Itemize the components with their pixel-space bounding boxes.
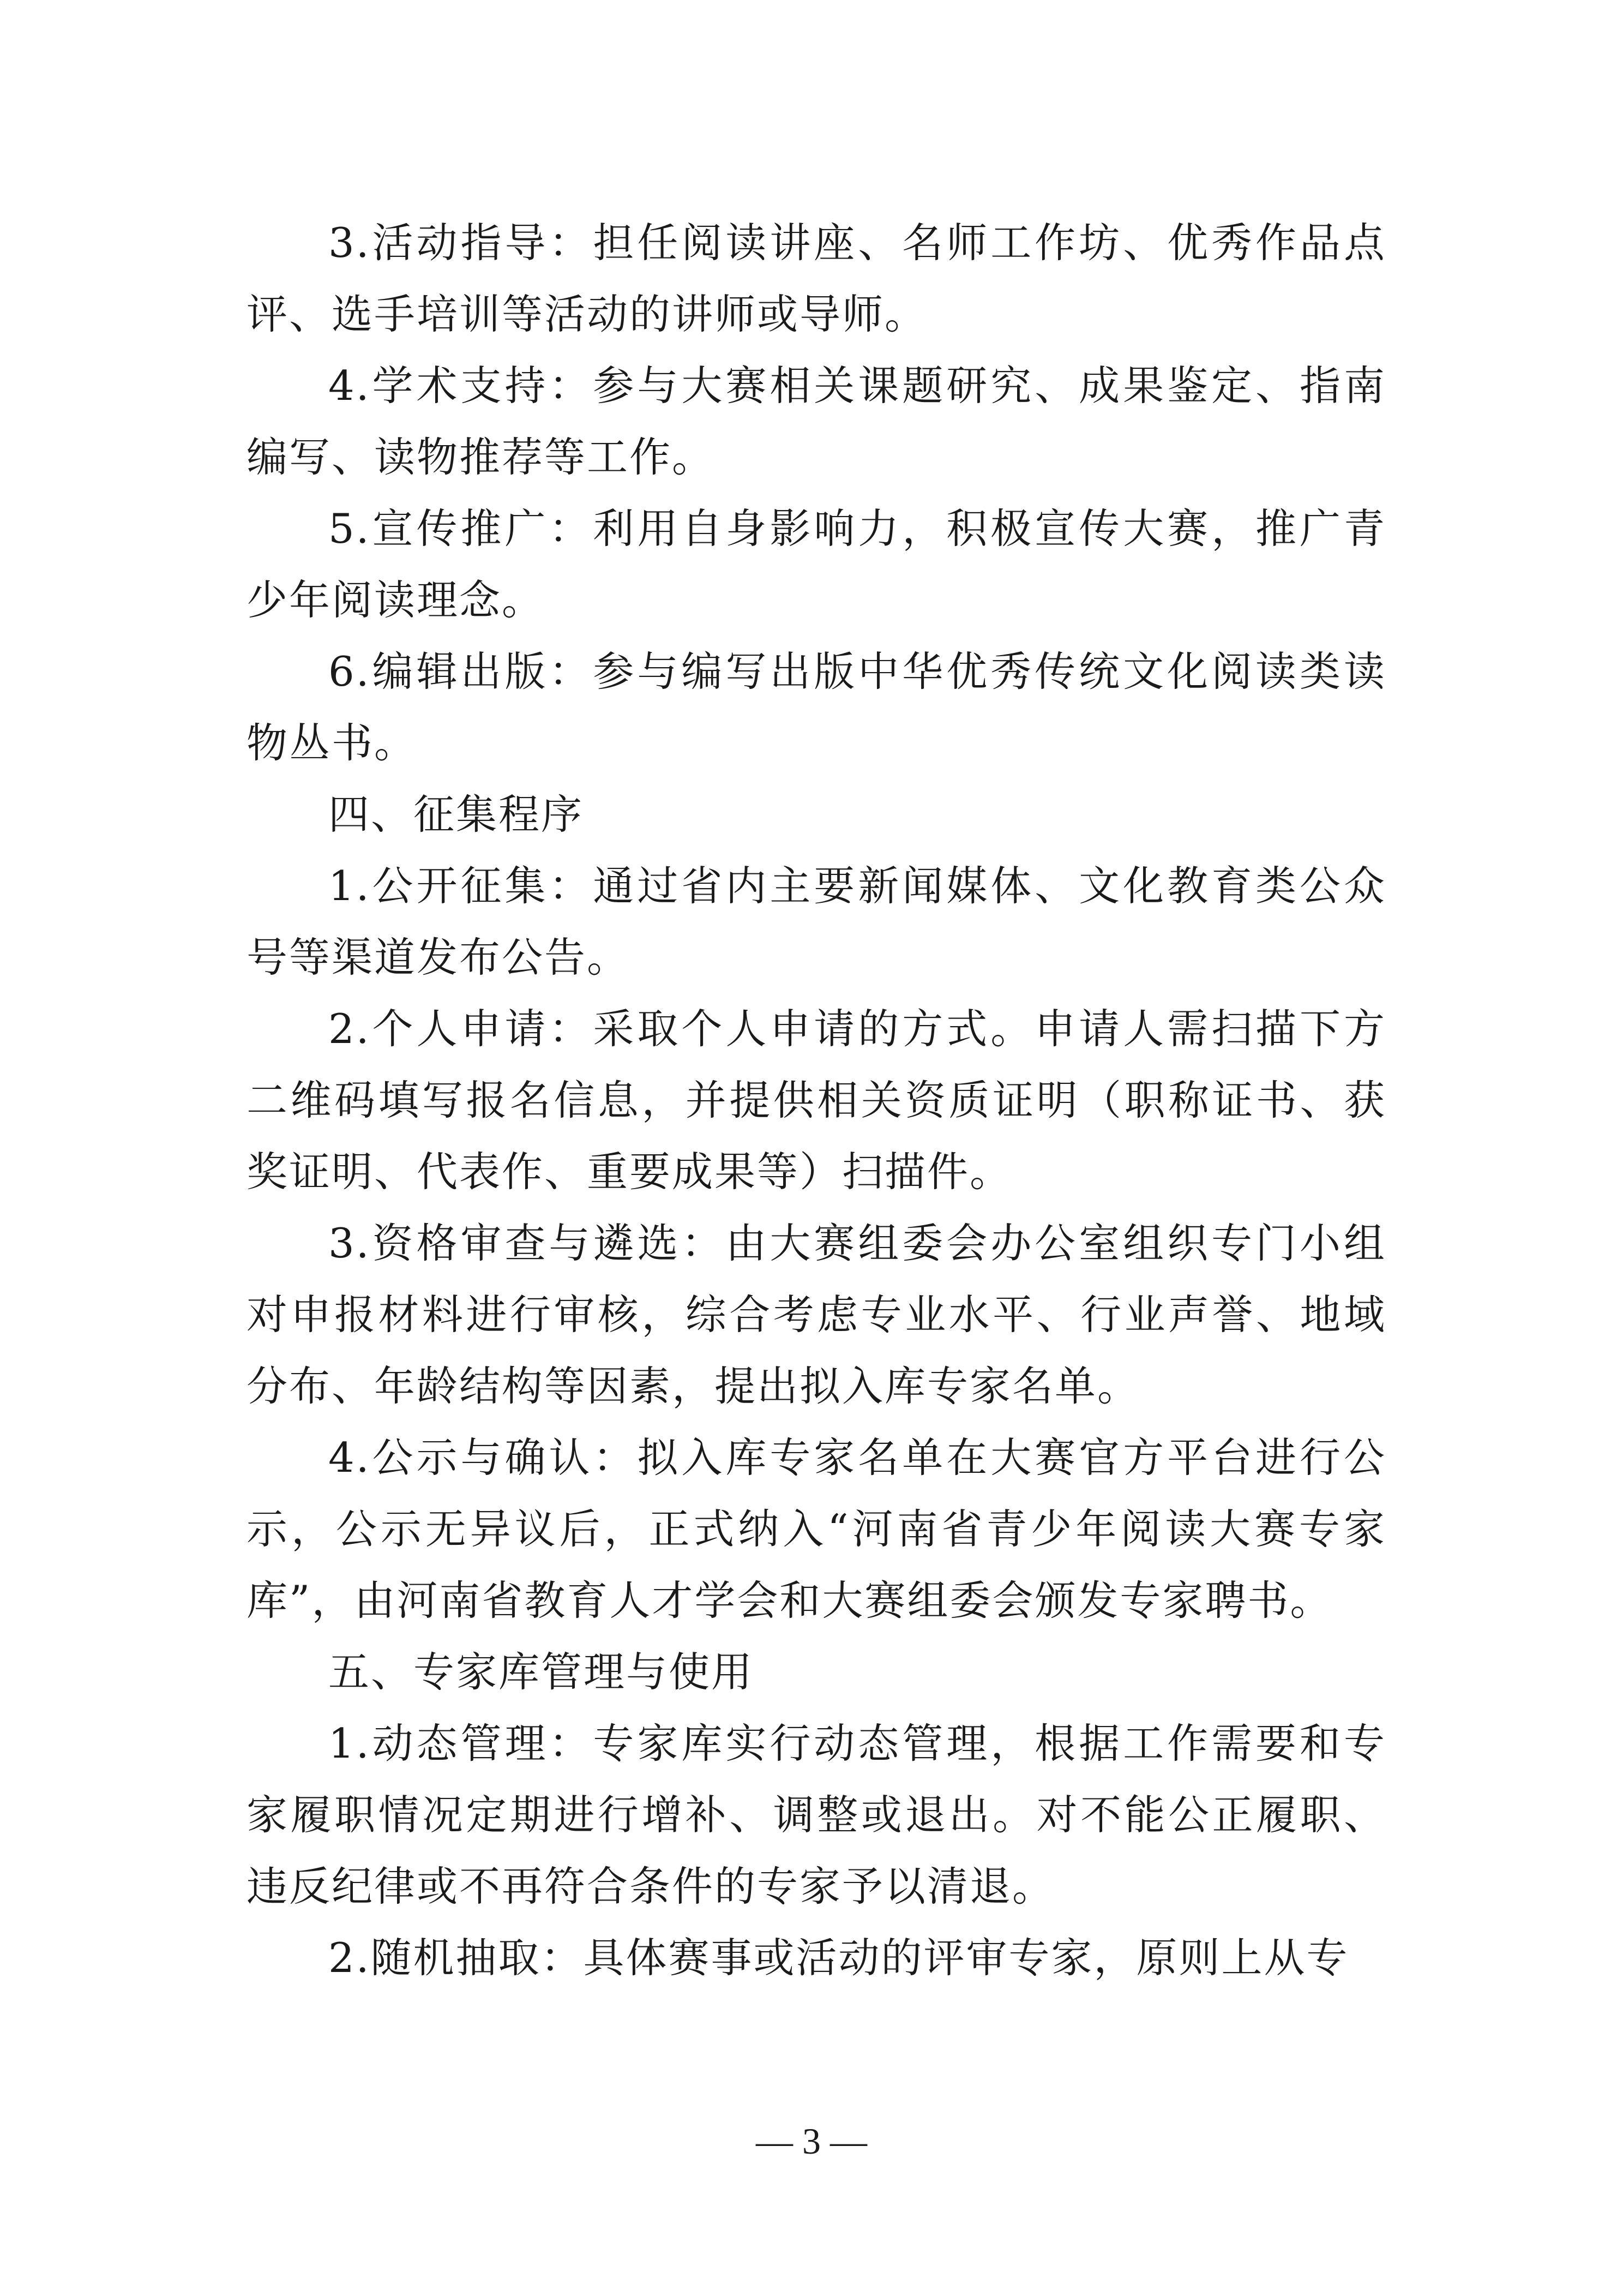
section-heading-collection-procedure: 四、征集程序 xyxy=(328,790,584,838)
paragraph-editing-publishing: 6.编辑出版：参与编写出版中华优秀传统文化阅读类读物丛书。 xyxy=(247,648,1386,767)
page-number: — 3 — xyxy=(756,2120,867,2162)
paragraph-publicity: 5.宣传推广：利用自身影响力，积极宣传大赛，推广青少年阅读理念。 xyxy=(247,505,1386,624)
paragraph-qualification-review: 3.资格审查与遴选：由大赛组委会办公室组织专门小组对申报材料进行审核，综合考虑专业水平、行业声誉、地域分布、年龄结构等因素，提出拟入库专家名单。 xyxy=(247,1219,1386,1410)
paragraph-academic-support: 4.学术支持：参与大赛相关课题研究、成果鉴定、指南编写、读物推荐等工作。 xyxy=(247,362,1386,481)
section-heading-management-use: 五、专家库管理与使用 xyxy=(328,1648,754,1696)
paragraph-activity-guidance: 3.活动指导：担任阅读讲座、名师工作坊、优秀作品点评、选手培训等活动的讲师或导师。 xyxy=(247,219,1386,338)
paragraph-public-collection: 1.公开征集：通过省内主要新闻媒体、文化教育类公众号等渠道发布公告。 xyxy=(247,862,1386,981)
paragraph-personal-application: 2.个人申请：采取个人申请的方式。申请人需扫描下方二维码填写报名信息，并提供相关资质证明（职称证书、获奖证明、代表作、重要成果等）扫描件。 xyxy=(247,1005,1386,1196)
paragraph-random-selection: 2.随机抽取：具体赛事或活动的评审专家，原则上从专 xyxy=(328,1934,1349,1982)
document-body xyxy=(247,207,1386,1994)
paragraph-publicity-confirmation: 4.公示与确认：拟入库专家名单在大赛官方平台进行公示，公示无异议后，正式纳入“河南省青少年阅读大赛专家库”，由河南省教育人才学会和大赛组委会颁发专家聘书。 xyxy=(247,1434,1386,1624)
paragraph-dynamic-management: 1.动态管理：专家库实行动态管理，根据工作需要和专家履职情况定期进行增补、调整或退出。对不能公正履职、违反纪律或不再符合条件的专家予以清退。 xyxy=(247,1719,1386,1910)
